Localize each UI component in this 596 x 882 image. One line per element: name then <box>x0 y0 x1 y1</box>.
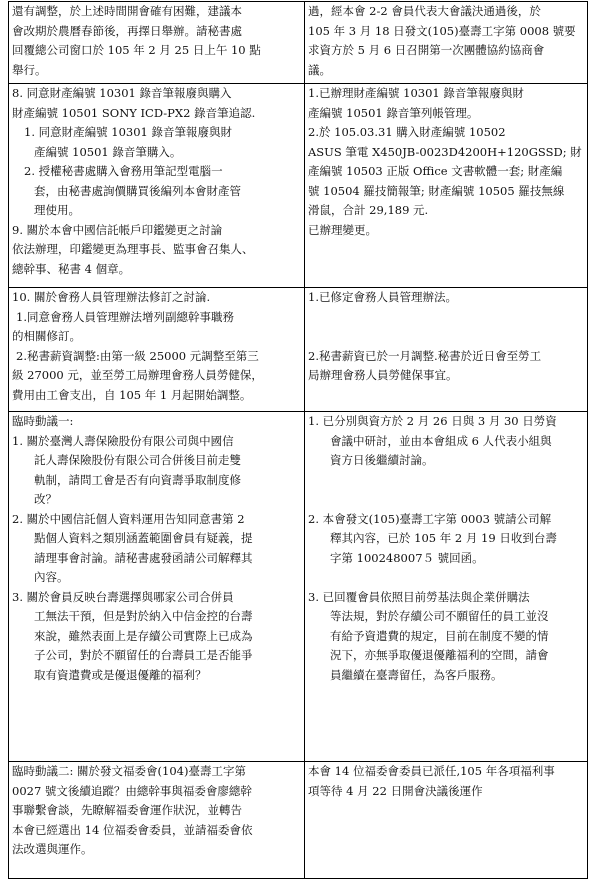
text-line: 託人壽保險股份有限公司合併後目前走雙 <box>34 453 241 467</box>
text-line: 改？ <box>34 492 57 506</box>
text-line: 臨時動議一: <box>12 414 74 428</box>
text-line: 號 10504 羅技簡報筆; 財產編號 10505 羅技無線 <box>308 183 565 198</box>
text-line: 2.秘書薪資已於一月調整.秘書於近日會至勞工 <box>308 348 542 363</box>
text-line: 2. 本會發文(105)臺壽工字第 0003 號請公司解 <box>308 511 552 526</box>
table-row <box>9 288 588 412</box>
text-line: 9. 關於本會中國信託帳戶印鑑變更之討論 <box>12 222 223 237</box>
text-line <box>308 471 584 491</box>
text-line: 會改期於農曆春節後，再擇日舉辦。請秘書處 <box>12 23 242 38</box>
minutes-table <box>8 1 588 879</box>
text-line: 3. 關於會員反映台壽選擇與哪家公司合併員 <box>12 589 234 604</box>
item-cell <box>9 288 305 412</box>
text-line <box>308 308 584 328</box>
text-line: 工無法干預，但是對於納入中信金控的台壽 <box>34 609 253 623</box>
text-line: 套，由秘書處詢價購買後編列本會財產管 <box>34 183 241 198</box>
text-line: 的相關修訂。 <box>12 329 81 343</box>
text-line: 3. 已回覆會員依照目前勞基法與企業併購法 <box>308 589 530 604</box>
text-line: 1.已辦理財產編號 10301 錄音筆報廢與財 <box>308 86 524 100</box>
text-line: 請理事會討論。請秘書處發函請公司解釋其 <box>34 550 253 565</box>
text-line: 等法規，對於存續公司不願留任的員工並沒 <box>330 609 549 623</box>
text-line: 2.秘書薪資調整:由第一級 25000 元調整至第三 <box>16 348 259 363</box>
text-line: 釋其內容，已於 105 年 2 月 19 日收到台壽 <box>330 531 557 545</box>
text-line: 本會 14 位福委會委員已派任,105 年各項福利事 <box>308 764 555 778</box>
text-line: 來說，雖然表面上是存續公司實際上已成為 <box>34 628 253 643</box>
text-line: 依法辦理，印鑑變更為理事長、監事會召集人、 <box>12 242 254 256</box>
text-line: 1. 同意財產編號 10301 錄音筆報廢與財 <box>24 125 233 139</box>
result-cell <box>305 762 588 879</box>
text-line: 況下，亦無爭取優退優離福利的空間，請會 <box>330 648 549 662</box>
text-line: 字第 100248007５ 號回函。 <box>330 550 484 565</box>
text-line: 級 27000 元，並至勞工局辦理會務人員勞健保， <box>12 368 263 382</box>
text-line: 總幹事、秘書 4 個章。 <box>12 261 131 276</box>
text-line: 1. 已分別與資方於 2 月 26 日與 3 月 30 日勞資 <box>308 414 557 428</box>
text-line <box>308 327 584 347</box>
text-line: 項等待 4 月 22 日開會決議後運作 <box>308 783 483 798</box>
table-row <box>9 84 588 288</box>
text-line: 本會已經選出 14 位福委會委員，並請福委會依 <box>12 822 253 837</box>
text-line: 有給予資遣費的規定，目前在制度不變的情 <box>330 628 549 643</box>
text-line: 1.已修定會務人員管理辦法。 <box>308 290 457 304</box>
text-line: 已辦理變更。 <box>308 222 377 237</box>
table-row <box>9 762 588 879</box>
text-line: ASUS 筆電 X450JB-0023D4200H+120GSSD; 財 <box>308 144 582 159</box>
table-row <box>9 2 588 84</box>
result-cell <box>305 2 588 84</box>
text-line: 財產編號 10501 SONY ICD-PX2 錄音筆追認. <box>12 105 256 120</box>
result-cell <box>305 288 588 412</box>
text-line: 內容。 <box>34 570 69 584</box>
text-line: 過，經本會 2-2 會員代表大會議決通過後，於 <box>308 4 541 18</box>
item-cell <box>9 762 305 879</box>
text-line: 2. 關於中國信託個人資料運用告知同意書第 2 <box>12 511 245 526</box>
text-line <box>308 490 584 510</box>
text-line: 舉行。 <box>12 62 47 77</box>
result-cell <box>305 84 588 288</box>
text-line: 2. 授權秘書處購入會務用筆記型電腦一 <box>24 164 223 178</box>
text-line: 8. 同意財產編號 10301 錄音筆報廢與購入 <box>12 86 232 100</box>
text-line: 產編號 10501 錄音筆列帳管理。 <box>308 105 479 120</box>
text-line: 105 年 3 月 18 日發文(105)臺壽工字第 0008 號要 <box>308 23 576 38</box>
text-line: 軌制，請問工會是否有向資壽爭取制度修 <box>34 472 241 487</box>
text-line <box>308 568 584 588</box>
text-line: 費用由工會支出，自 105 年 1 月起開始調整。 <box>12 387 252 402</box>
text-line: 會議中研討，並由本會組成 6 人代表小組與 <box>330 433 552 448</box>
text-line: 求資方於 5 月 6 日召開第一次團體協約協商會 <box>308 43 545 57</box>
text-line: 法改選與運作。 <box>12 842 93 856</box>
text-line: 1. 關於臺灣人壽保險股份有限公司與中國信 <box>12 433 234 448</box>
item-cell <box>9 2 305 84</box>
text-line: 0027 號文後續追蹤？由總幹事與福委會廖總幹 <box>12 783 252 798</box>
text-line: 員繼續在臺壽留任，為客戶服務。 <box>330 667 503 682</box>
text-line: 取有資遣費或是優退優離的福利？ <box>34 667 207 682</box>
text-line: 局辦理會務人員勞健保事宜。 <box>308 368 458 382</box>
text-line: 滑鼠，合計 29,189 元. <box>308 203 429 217</box>
text-line: 1.同意會務人員管理辦法增列副總幹事職務 <box>16 309 234 324</box>
text-line: 10. 關於會務人員管理辦法修訂之討論. <box>12 290 211 304</box>
text-line: 產編號 10501 錄音筆購入。 <box>34 144 182 159</box>
text-line: 議。 <box>308 62 331 77</box>
table-row <box>9 412 588 762</box>
text-line: 理使用。 <box>34 203 80 217</box>
text-line: 2.於 105.03.31 購入財產編號 10502 <box>308 125 506 139</box>
text-line: 資方日後繼續討論。 <box>330 453 434 467</box>
text-line: 事聯繫會談，先瞭解福委會運作狀況，並轉告 <box>12 803 242 817</box>
text-line: 回覆總公司窗口於 105 年 2 月 25 日上午 10 點 <box>12 43 261 57</box>
text-line: 子公司，對於不願留任的台壽員工是否能爭 <box>34 648 253 662</box>
item-cell <box>9 412 305 762</box>
text-line: 臨時動議二: 關於發文福委會(104)臺壽工字第 <box>12 764 246 778</box>
result-cell <box>305 412 588 762</box>
text-line: 產編號 10503 正版 Office 文書軟體一套; 財產編 <box>308 164 563 178</box>
text-line: 還有調整，於上述時間開會確有困難，建議本 <box>12 4 242 18</box>
text-line: 點個人資料之類別涵蓋範圍會員有疑義，提 <box>34 531 253 545</box>
item-cell <box>9 84 305 288</box>
